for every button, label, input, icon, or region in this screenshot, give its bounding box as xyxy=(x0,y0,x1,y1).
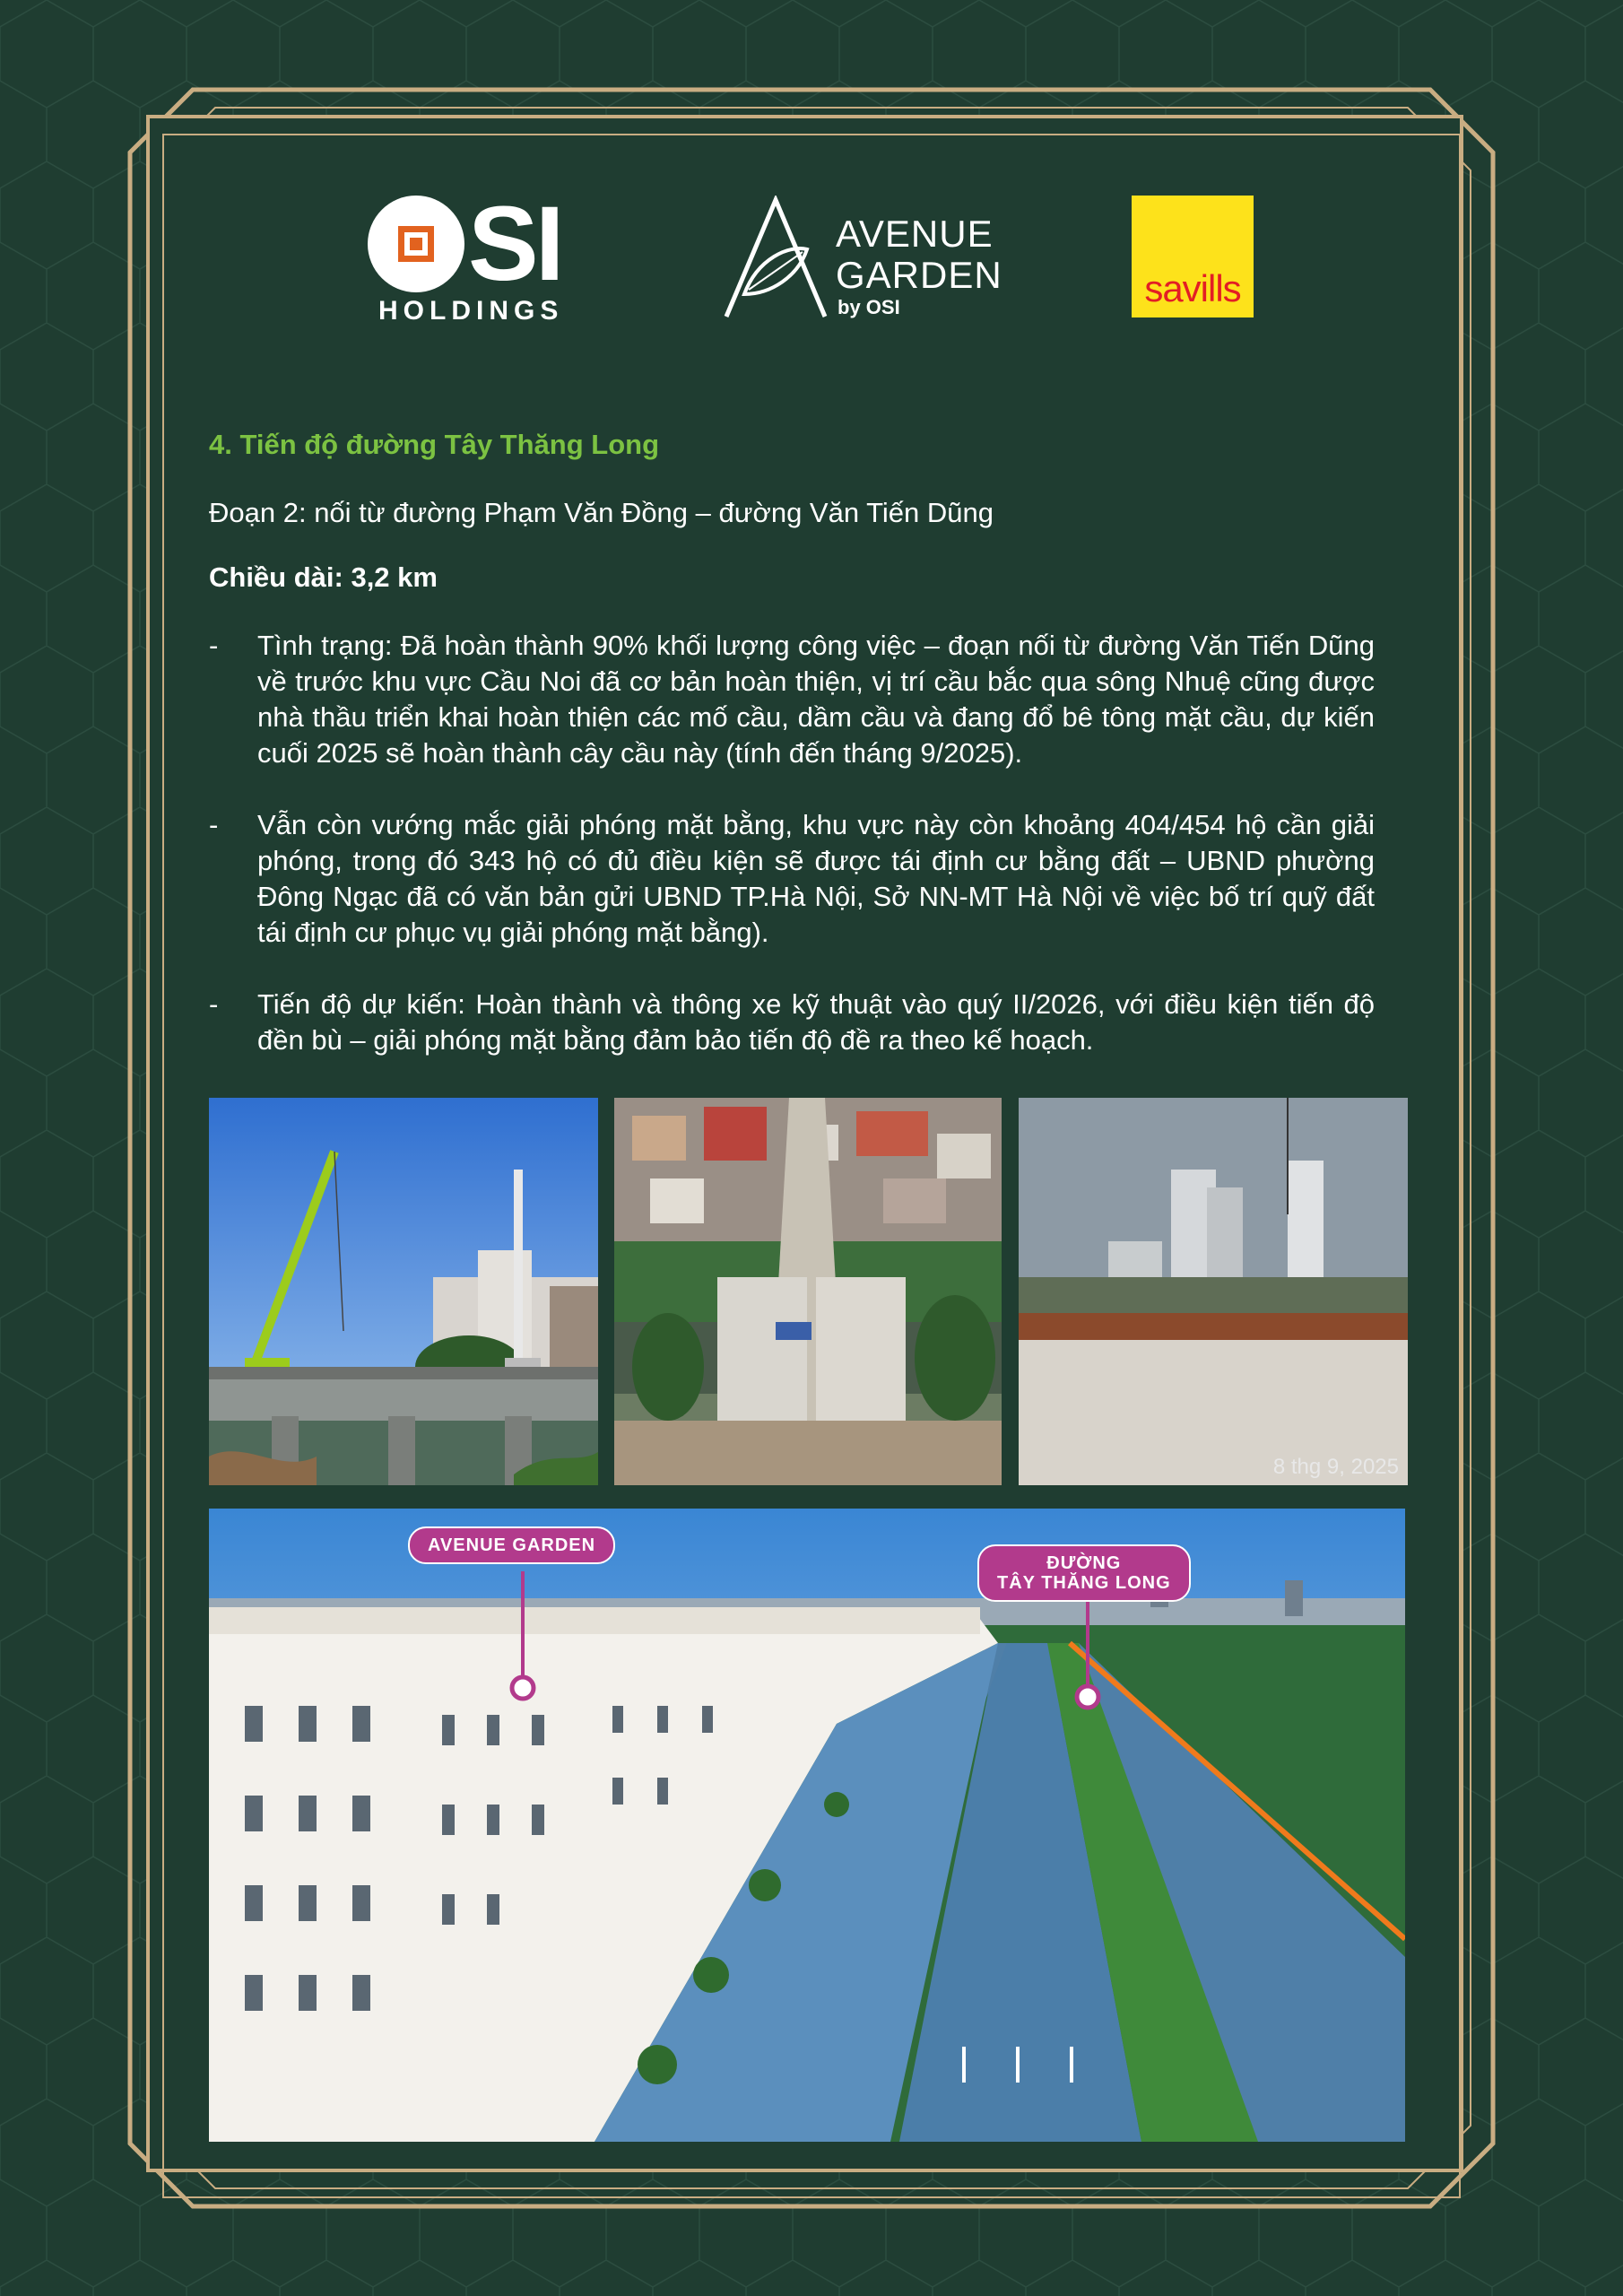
osi-mark-text: SI xyxy=(468,185,561,303)
list-item: - Tình trạng: Đã hoàn thành 90% khối lượng công việc – đoạn nối từ đường Văn Tiến Dũng về trước khu vực Cầu Noi đã cơ bản hoàn thiện, vị trí cầu bắc qua sông Nhuệ cũng được nhà thầu triển khai hoàn thiện các mố cầu, dầm cầu và đang đổ bê tông mặt cầu, dự kiến cuối 2025 sẽ hoàn thành cây cầu này (tính đến tháng 9/2025). xyxy=(209,630,1375,769)
avenue-text: AVENUE xyxy=(836,213,994,255)
photo-cranes-bridge xyxy=(209,1098,598,1485)
osi-holdings-logo xyxy=(368,185,574,330)
segment-length: Chiều dài: 3,2 km xyxy=(209,561,438,593)
main-content xyxy=(209,429,1375,1094)
tay-thang-long-pin: ĐƯỜNG TÂY THĂNG LONG xyxy=(977,1544,1191,1602)
list-item: - Vẫn còn vướng mắc giải phóng mặt bằng, khu vực này còn khoảng 404/454 hộ cần giải phóng, trong đó 343 hộ có đủ điều kiện sẽ được tái định cư bằng đất – UBND phường Đông Ngạc đã có văn bản gửi UBND TP.Hà Nội, Sở NN-MT Hà Nội về việc bố trí quỹ đất tái định cư phục vụ giải phóng mặt bằng). xyxy=(209,809,1375,948)
photo-bridge-deck xyxy=(1019,1098,1408,1485)
photo-aerial-avenue xyxy=(209,1509,1405,2142)
avenue-garden-a-icon xyxy=(717,196,834,321)
avenue-garden-pin: AVENUE GARDEN xyxy=(408,1526,615,1564)
status-list xyxy=(209,628,1375,1058)
osi-o-mark xyxy=(368,196,464,292)
savills-text: savills xyxy=(1144,267,1241,309)
segment-description: Đoạn 2: nối từ đường Phạm Văn Đồng – đường Văn Tiến Dũng xyxy=(209,497,994,528)
avenue-garden-logo xyxy=(717,196,1004,330)
photo-aerial-construction xyxy=(614,1098,1002,1485)
list-item: - Tiến độ dự kiến: Hoàn thành và thông xe kỹ thuật vào quý II/2026, với điều kiện tiến độ đền bù – giải phóng mặt bằng đảm bảo tiến độ đề ra theo kế hoạch. xyxy=(209,988,1375,1056)
osi-holdings-text: HOLDINGS xyxy=(378,296,564,326)
section-heading: 4. Tiến độ đường Tây Thăng Long xyxy=(209,429,660,460)
by-osi-text: by OSI xyxy=(838,296,900,318)
savills-logo xyxy=(1132,196,1254,317)
garden-text: GARDEN xyxy=(836,254,1002,296)
photo-date-stamp: 8 thg 9, 2025 xyxy=(1272,1455,1399,1479)
